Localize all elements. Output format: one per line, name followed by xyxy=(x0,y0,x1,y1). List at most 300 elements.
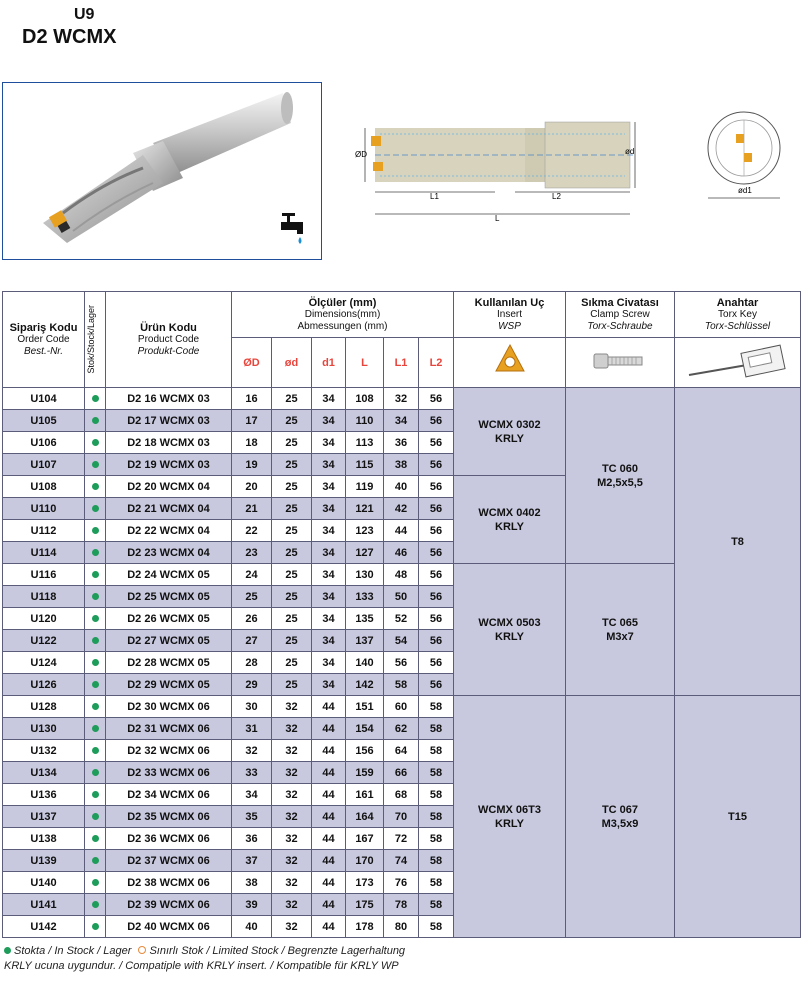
dimension-cell: 58 xyxy=(419,894,454,916)
dimension-cell: 74 xyxy=(384,850,419,872)
insert-cell xyxy=(454,476,566,564)
legend-limited: Sınırlı Stok / Limited Stock / Begrenzte Lagerhaltung xyxy=(149,945,406,957)
dimension-cell: 70 xyxy=(384,806,419,828)
in-stock-dot-icon xyxy=(92,791,99,798)
order-code-cell: U140 xyxy=(3,872,85,894)
dimension-cell: 56 xyxy=(419,630,454,652)
dimension-cell: 56 xyxy=(419,652,454,674)
in-stock-dot-icon xyxy=(92,659,99,666)
dimension-cell: 32 xyxy=(272,718,312,740)
dim-col-l1: L1 xyxy=(384,338,419,388)
dimension-cell: 170 xyxy=(346,850,384,872)
dimension-cell: 31 xyxy=(232,718,272,740)
dimension-cell: 56 xyxy=(419,476,454,498)
dimension-cell: 33 xyxy=(232,762,272,784)
dimension-cell: 19 xyxy=(232,454,272,476)
dimension-cell: 25 xyxy=(272,476,312,498)
order-code-cell: U141 xyxy=(3,894,85,916)
dimension-cell: 34 xyxy=(312,674,346,696)
dimension-cell: 133 xyxy=(346,586,384,608)
dimension-cell: 72 xyxy=(384,828,419,850)
product-code-cell: D2 30 WCMX 06 xyxy=(106,696,232,718)
dimension-cell: 25 xyxy=(272,608,312,630)
in-stock-dot-icon xyxy=(92,417,99,424)
dimension-cell: 34 xyxy=(312,410,346,432)
stock-cell xyxy=(85,696,106,718)
dim-col-d: ød xyxy=(272,338,312,388)
wcmx-insert-icon xyxy=(490,341,530,381)
technical-drawing xyxy=(335,100,653,230)
dimension-cell: 178 xyxy=(346,916,384,938)
dimension-cell: 34 xyxy=(312,520,346,542)
order-code-cell: U137 xyxy=(3,806,85,828)
product-code-header: Ürün Kodu Product Code Produkt-Code xyxy=(106,292,232,388)
dimension-cell: 32 xyxy=(272,916,312,938)
dimension-cell: 56 xyxy=(419,454,454,476)
stock-cell xyxy=(85,850,106,872)
in-stock-dot-icon xyxy=(92,879,99,886)
table-row xyxy=(3,696,801,718)
screw-cell-line1: TC 065 xyxy=(601,616,639,629)
order-code-header: Sipariş Kodu Order Code Best.-Nr. xyxy=(3,292,85,388)
dimension-cell: 44 xyxy=(312,872,346,894)
dimension-cell: 44 xyxy=(312,740,346,762)
stock-cell xyxy=(85,586,106,608)
order-code-cell: U105 xyxy=(3,410,85,432)
dimension-cell: 35 xyxy=(232,806,272,828)
key-cell xyxy=(675,696,801,938)
dimension-cell: 32 xyxy=(232,740,272,762)
dimension-cell: 32 xyxy=(272,828,312,850)
dimension-cell: 21 xyxy=(232,498,272,520)
key-cell-line1: T15 xyxy=(728,810,747,823)
stock-cell xyxy=(85,432,106,454)
dimension-cell: 34 xyxy=(312,542,346,564)
dimension-cell: 44 xyxy=(312,828,346,850)
stock-cell xyxy=(85,410,106,432)
coolant-tap-icon xyxy=(277,210,313,251)
dimension-cell: 20 xyxy=(232,476,272,498)
in-stock-dot-icon xyxy=(92,527,99,534)
dimension-cell: 56 xyxy=(419,432,454,454)
dimension-cell: 173 xyxy=(346,872,384,894)
order-code-cell: U124 xyxy=(3,652,85,674)
dimension-cell: 34 xyxy=(312,564,346,586)
product-code-cell: D2 17 WCMX 03 xyxy=(106,410,232,432)
dimension-cell: 25 xyxy=(272,564,312,586)
dim-col-l2: L2 xyxy=(419,338,454,388)
legend-note: KRLY ucuna uygundur. / Compatiple with KRLY insert. / Kompatible für KRLY WP xyxy=(4,960,399,972)
dimension-cell: 32 xyxy=(272,696,312,718)
stock-cell xyxy=(85,388,106,410)
legend xyxy=(4,944,405,974)
dimension-cell: 18 xyxy=(232,432,272,454)
dimension-cell: 37 xyxy=(232,850,272,872)
dimension-cell: 26 xyxy=(232,608,272,630)
insert-cell xyxy=(454,696,566,938)
product-table xyxy=(2,291,801,938)
dimension-cell: 32 xyxy=(272,762,312,784)
product-code-cell: D2 36 WCMX 06 xyxy=(106,828,232,850)
dimension-cell: 58 xyxy=(419,828,454,850)
dimension-cell: 34 xyxy=(312,608,346,630)
screw-cell xyxy=(566,696,675,938)
limited-stock-dot-icon xyxy=(138,946,146,954)
order-code-cell: U114 xyxy=(3,542,85,564)
order-code-cell: U116 xyxy=(3,564,85,586)
dimension-cell: 140 xyxy=(346,652,384,674)
dimension-cell: 68 xyxy=(384,784,419,806)
in-stock-dot-icon xyxy=(92,615,99,622)
dimension-cell: 56 xyxy=(419,410,454,432)
torx-key-icon xyxy=(683,341,793,381)
dimension-cell: 159 xyxy=(346,762,384,784)
dimension-cell: 54 xyxy=(384,630,419,652)
dimension-cell: 56 xyxy=(419,388,454,410)
stock-cell xyxy=(85,872,106,894)
dimension-cell: 28 xyxy=(232,652,272,674)
dimension-cell: 137 xyxy=(346,630,384,652)
dimension-cell: 121 xyxy=(346,498,384,520)
product-code-cell: D2 29 WCMX 05 xyxy=(106,674,232,696)
dimension-cell: 46 xyxy=(384,542,419,564)
order-code-cell: U120 xyxy=(3,608,85,630)
stock-cell xyxy=(85,740,106,762)
dimension-cell: 161 xyxy=(346,784,384,806)
dimension-cell: 25 xyxy=(272,410,312,432)
screw-cell xyxy=(566,564,675,696)
in-stock-dot-icon xyxy=(92,681,99,688)
product-code-cell: D2 25 WCMX 05 xyxy=(106,586,232,608)
insert-image xyxy=(454,338,566,388)
in-stock-dot-icon xyxy=(92,571,99,578)
insert-cell-line1: WCMX 0503 xyxy=(478,616,541,629)
dimension-cell: 44 xyxy=(312,696,346,718)
order-code-cell: U138 xyxy=(3,828,85,850)
dimension-cell: 34 xyxy=(312,498,346,520)
dimension-cell: 156 xyxy=(346,740,384,762)
stock-cell xyxy=(85,498,106,520)
dimension-cell: 36 xyxy=(384,432,419,454)
in-stock-dot-icon xyxy=(92,505,99,512)
dimension-cell: 32 xyxy=(272,894,312,916)
dimension-cell: 115 xyxy=(346,454,384,476)
dimension-cell: 58 xyxy=(419,740,454,762)
stock-cell xyxy=(85,784,106,806)
product-code-cell: D2 19 WCMX 03 xyxy=(106,454,232,476)
key-image xyxy=(675,338,801,388)
order-code-cell: U110 xyxy=(3,498,85,520)
dimension-cell: 32 xyxy=(272,850,312,872)
dimension-cell: 25 xyxy=(272,454,312,476)
d1-label: ød1 xyxy=(738,186,752,195)
product-code-cell: D2 39 WCMX 06 xyxy=(106,894,232,916)
dimension-cell: 56 xyxy=(419,674,454,696)
insert-cell-line1: WCMX 0402 xyxy=(478,506,541,519)
order-code-cell: U134 xyxy=(3,762,85,784)
order-code-cell: U107 xyxy=(3,454,85,476)
dimension-cell: 62 xyxy=(384,718,419,740)
dimension-cell: 34 xyxy=(312,476,346,498)
dimension-cell: 25 xyxy=(272,652,312,674)
dimension-cell: 32 xyxy=(272,784,312,806)
dimension-cell: 52 xyxy=(384,608,419,630)
dim-col-d1: d1 xyxy=(312,338,346,388)
dimension-cell: 44 xyxy=(312,718,346,740)
dimension-cell: 44 xyxy=(312,916,346,938)
dimension-cell: 66 xyxy=(384,762,419,784)
legend-instock: Stokta / In Stock / Lager xyxy=(14,945,132,957)
stock-cell xyxy=(85,718,106,740)
order-code-cell: U142 xyxy=(3,916,85,938)
dimension-cell: 25 xyxy=(272,674,312,696)
insert-cell-line2: KRLY xyxy=(495,432,524,445)
dimension-cell: 44 xyxy=(312,894,346,916)
insert-header: Kullanılan Uç Insert WSP xyxy=(454,292,566,338)
dimension-cell: 56 xyxy=(419,608,454,630)
stock-cell xyxy=(85,674,106,696)
dimension-cell: 23 xyxy=(232,542,272,564)
product-photo xyxy=(2,82,322,260)
dimension-cell: 44 xyxy=(312,806,346,828)
dimension-cell: 29 xyxy=(232,674,272,696)
product-code-cell: D2 18 WCMX 03 xyxy=(106,432,232,454)
product-code-cell: D2 20 WCMX 04 xyxy=(106,476,232,498)
dimension-cell: 40 xyxy=(384,476,419,498)
key-header: Anahtar Torx Key Torx-Schlüssel xyxy=(675,292,801,338)
dimension-cell: 56 xyxy=(419,564,454,586)
dimension-cell: 39 xyxy=(232,894,272,916)
stock-cell xyxy=(85,806,106,828)
insert-cell xyxy=(454,388,566,476)
stock-cell xyxy=(85,894,106,916)
dimension-cell: 108 xyxy=(346,388,384,410)
product-code-cell: D2 32 WCMX 06 xyxy=(106,740,232,762)
in-stock-dot-icon xyxy=(92,747,99,754)
order-code-cell: U136 xyxy=(3,784,85,806)
end-view-drawing xyxy=(698,98,793,210)
dimension-cell: 58 xyxy=(419,916,454,938)
in-stock-dot-icon xyxy=(92,901,99,908)
dimension-cell: 56 xyxy=(419,586,454,608)
screw-cell-line2: M3x7 xyxy=(606,630,634,643)
dimension-cell: 32 xyxy=(384,388,419,410)
dimension-cell: 130 xyxy=(346,564,384,586)
product-code-cell: D2 28 WCMX 05 xyxy=(106,652,232,674)
order-code-cell: U122 xyxy=(3,630,85,652)
screw-cell-line2: M2,5x5,5 xyxy=(597,476,643,489)
order-code-cell: U126 xyxy=(3,674,85,696)
dimension-cell: 38 xyxy=(232,872,272,894)
product-code-cell: D2 38 WCMX 06 xyxy=(106,872,232,894)
insert-cell-line2: KRLY xyxy=(495,520,524,533)
stock-cell xyxy=(85,762,106,784)
dimension-cell: 36 xyxy=(232,828,272,850)
dimension-cell: 44 xyxy=(312,850,346,872)
insert-cell-line2: KRLY xyxy=(495,630,524,643)
l1-label: L1 xyxy=(430,192,439,201)
series-code: U9 xyxy=(74,6,95,23)
dimension-cell: 32 xyxy=(272,806,312,828)
insert-cell-line1: WCMX 06T3 xyxy=(478,803,541,816)
product-code-cell: D2 26 WCMX 05 xyxy=(106,608,232,630)
in-stock-dot-icon xyxy=(92,813,99,820)
dimension-cell: 60 xyxy=(384,696,419,718)
dimension-cell: 22 xyxy=(232,520,272,542)
clamp-screw-icon xyxy=(590,346,650,376)
dimension-cell: 58 xyxy=(419,718,454,740)
product-code-cell: D2 34 WCMX 06 xyxy=(106,784,232,806)
l2-label: L2 xyxy=(552,192,561,201)
page-header xyxy=(22,6,116,49)
dimension-cell: 119 xyxy=(346,476,384,498)
dimension-cell: 58 xyxy=(419,850,454,872)
in-stock-dot-icon xyxy=(92,395,99,402)
order-code-cell: U128 xyxy=(3,696,85,718)
stock-cell xyxy=(85,828,106,850)
dimension-cell: 44 xyxy=(312,784,346,806)
dimension-cell: 34 xyxy=(232,784,272,806)
order-code-cell: U106 xyxy=(3,432,85,454)
in-stock-dot-icon xyxy=(92,549,99,556)
stock-header: Stok/Stock/Lager xyxy=(85,292,106,388)
screw-image xyxy=(566,338,675,388)
dimension-cell: 142 xyxy=(346,674,384,696)
product-code-cell: D2 40 WCMX 06 xyxy=(106,916,232,938)
dimension-cell: 58 xyxy=(419,872,454,894)
product-code-cell: D2 35 WCMX 06 xyxy=(106,806,232,828)
dimension-cell: 58 xyxy=(419,696,454,718)
order-code-cell: U130 xyxy=(3,718,85,740)
stock-cell xyxy=(85,454,106,476)
dimension-cell: 16 xyxy=(232,388,272,410)
stock-cell xyxy=(85,476,106,498)
dimension-cell: 17 xyxy=(232,410,272,432)
product-code-cell: D2 33 WCMX 06 xyxy=(106,762,232,784)
dimension-cell: 25 xyxy=(272,630,312,652)
in-stock-dot-icon xyxy=(92,703,99,710)
dimension-cell: 167 xyxy=(346,828,384,850)
in-stock-dot-icon xyxy=(92,857,99,864)
dimension-cell: 44 xyxy=(312,762,346,784)
screw-header: Sıkma Civatası Clamp Screw Torx-Schraube xyxy=(566,292,675,338)
dimension-cell: 80 xyxy=(384,916,419,938)
dimension-cell: 34 xyxy=(384,410,419,432)
stock-cell xyxy=(85,520,106,542)
l-label: L xyxy=(495,214,500,223)
order-code-cell: U132 xyxy=(3,740,85,762)
screw-cell xyxy=(566,388,675,564)
key-cell xyxy=(675,388,801,696)
dimension-cell: 76 xyxy=(384,872,419,894)
dimension-cell: 48 xyxy=(384,564,419,586)
dimensions-header: Ölçüler (mm) Dimensions(mm) Abmessungen (mm) xyxy=(232,292,454,338)
stock-cell xyxy=(85,652,106,674)
screw-cell-line2: M3,5x9 xyxy=(601,817,639,830)
in-stock-dot-icon xyxy=(92,637,99,644)
dimension-cell: 34 xyxy=(312,388,346,410)
product-code-cell: D2 37 WCMX 06 xyxy=(106,850,232,872)
table-row xyxy=(3,388,801,410)
insert-cell-line1: WCMX 0302 xyxy=(478,418,541,431)
in-stock-dot-icon xyxy=(92,923,99,930)
d-label: ød xyxy=(625,147,635,156)
dimension-cell: 32 xyxy=(272,740,312,762)
product-code-cell: D2 31 WCMX 06 xyxy=(106,718,232,740)
order-code-cell: U108 xyxy=(3,476,85,498)
dimension-cell: 34 xyxy=(312,652,346,674)
dimension-cell: 151 xyxy=(346,696,384,718)
in-stock-dot-icon xyxy=(92,835,99,842)
in-stock-dot-icon xyxy=(92,725,99,732)
insert-cell xyxy=(454,564,566,696)
product-code-cell: D2 16 WCMX 03 xyxy=(106,388,232,410)
dim-col-l: L xyxy=(346,338,384,388)
dimension-cell: 135 xyxy=(346,608,384,630)
dim-col-od: ØD xyxy=(232,338,272,388)
dimension-cell: 50 xyxy=(384,586,419,608)
dimension-cell: 78 xyxy=(384,894,419,916)
dimension-cell: 58 xyxy=(419,806,454,828)
product-code-cell: D2 23 WCMX 04 xyxy=(106,542,232,564)
stock-cell xyxy=(85,608,106,630)
dimension-cell: 25 xyxy=(272,542,312,564)
dimension-cell: 123 xyxy=(346,520,384,542)
dimension-cell: 175 xyxy=(346,894,384,916)
dimension-cell: 56 xyxy=(384,652,419,674)
dimension-cell: 58 xyxy=(419,762,454,784)
dimension-cell: 110 xyxy=(346,410,384,432)
dimension-cell: 34 xyxy=(312,586,346,608)
dimension-cell: 30 xyxy=(232,696,272,718)
dimension-cell: 25 xyxy=(272,586,312,608)
product-code-cell: D2 24 WCMX 05 xyxy=(106,564,232,586)
dimension-cell: 44 xyxy=(384,520,419,542)
dimension-cell: 25 xyxy=(272,432,312,454)
dimension-cell: 40 xyxy=(232,916,272,938)
dimension-cell: 25 xyxy=(272,498,312,520)
dimension-cell: 34 xyxy=(312,432,346,454)
screw-cell-line1: TC 067 xyxy=(601,803,639,816)
dimension-cell: 56 xyxy=(419,498,454,520)
product-code-cell: D2 22 WCMX 04 xyxy=(106,520,232,542)
dimension-cell: 34 xyxy=(312,454,346,476)
in-stock-dot-icon xyxy=(92,483,99,490)
stock-cell xyxy=(85,916,106,938)
dimension-cell: 27 xyxy=(232,630,272,652)
dimension-cell: 56 xyxy=(419,520,454,542)
in-stock-dot-icon xyxy=(92,593,99,600)
product-code-cell: D2 21 WCMX 04 xyxy=(106,498,232,520)
product-code-cell: D2 27 WCMX 05 xyxy=(106,630,232,652)
dimension-cell: 38 xyxy=(384,454,419,476)
in-stock-dot-icon xyxy=(4,947,11,954)
order-code-cell: U139 xyxy=(3,850,85,872)
order-code-cell: U104 xyxy=(3,388,85,410)
dimension-cell: 24 xyxy=(232,564,272,586)
dimension-cell: 34 xyxy=(312,630,346,652)
order-code-cell: U112 xyxy=(3,520,85,542)
dimension-cell: 64 xyxy=(384,740,419,762)
stock-cell xyxy=(85,564,106,586)
in-stock-dot-icon xyxy=(92,461,99,468)
in-stock-dot-icon xyxy=(92,439,99,446)
dimension-cell: 113 xyxy=(346,432,384,454)
dimension-cell: 56 xyxy=(419,542,454,564)
dimension-cell: 25 xyxy=(272,520,312,542)
od-label: ØD xyxy=(355,150,367,159)
stock-cell xyxy=(85,542,106,564)
